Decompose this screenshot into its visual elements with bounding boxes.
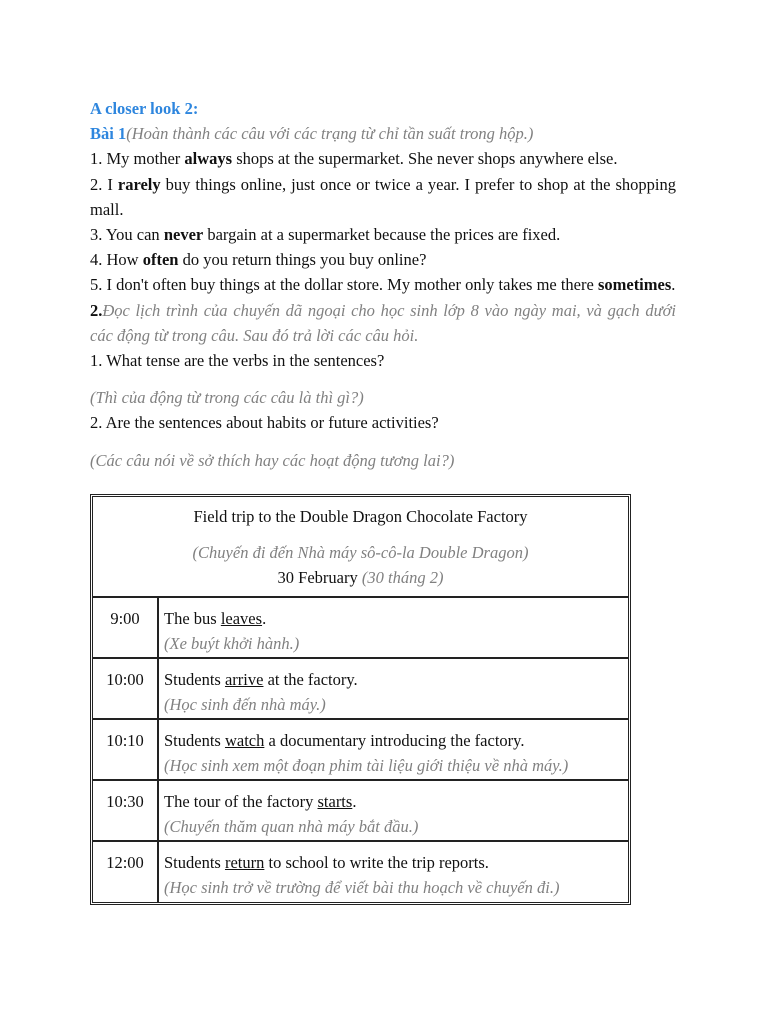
activity-text: . bbox=[352, 792, 357, 811]
time-cell: 10:30 bbox=[93, 781, 159, 840]
underlined-verb: arrive bbox=[224, 670, 264, 689]
adverb: often bbox=[142, 250, 179, 270]
activity-cell bbox=[159, 659, 358, 718]
schedule-date-translation: (30 tháng 2) bbox=[361, 568, 444, 587]
adverb: always bbox=[184, 149, 233, 169]
activity-text: Students bbox=[164, 670, 225, 689]
schedule-header bbox=[93, 497, 628, 598]
exercise-2-instruction: Đọc lịch trình của chuyến dã ngoại cho học sinh lớp 8 vào ngày mai, và gạch dưới các động từ trong câu. Sau đó trả lời các câu hỏi. bbox=[90, 300, 676, 345]
schedule-date-line bbox=[93, 565, 628, 590]
activity-cell bbox=[159, 781, 418, 840]
schedule-title: Field trip to the Double Dragon Chocolate Factory bbox=[193, 507, 528, 526]
exercise-2-label: 2. bbox=[90, 300, 103, 320]
sentence-text: . bbox=[671, 275, 676, 295]
time-cell: 10:10 bbox=[93, 720, 159, 779]
sentence-text: shops at the supermarket. She never shops anywhere else. bbox=[232, 149, 618, 169]
sentence-4 bbox=[90, 247, 676, 272]
exercise-1-header bbox=[90, 121, 676, 146]
schedule-title-translation: (Chuyến đi đến Nhà máy sô-cô-la Double Dragon) bbox=[192, 543, 529, 562]
sentence-text: 5. I don't often buy things at the dollar store. My mother only takes me there bbox=[90, 275, 598, 295]
table-row bbox=[93, 842, 628, 902]
adverb: rarely bbox=[117, 174, 161, 194]
activity-text: The bus bbox=[164, 609, 221, 628]
table-row bbox=[93, 659, 628, 720]
sentence-text: do you return things you buy online? bbox=[178, 250, 427, 270]
activity-translation: (Học sinh xem một đoạn phim tài liệu giới thiệu về nhà máy.) bbox=[164, 756, 569, 775]
activity-translation: (Xe buýt khởi hành.) bbox=[164, 634, 300, 653]
underlined-verb: watch bbox=[224, 731, 265, 750]
question-2: 2. Are the sentences about habits or future activities? bbox=[90, 413, 439, 433]
sentence-text: 3. You can bbox=[90, 225, 164, 245]
adverb: never bbox=[163, 225, 204, 245]
activity-text: . bbox=[262, 609, 267, 628]
activity-text: Students bbox=[164, 731, 225, 750]
sentence-5 bbox=[90, 272, 676, 297]
table-row bbox=[93, 598, 628, 659]
sentence-2 bbox=[90, 172, 676, 222]
activity-text: to school to write the trip reports. bbox=[264, 853, 489, 872]
sentence-text: 2. I bbox=[90, 174, 118, 194]
question-1-translation: (Thì của động từ trong các câu là thì gì?) bbox=[90, 388, 364, 408]
activity-text: The tour of the factory bbox=[164, 792, 318, 811]
schedule-table bbox=[90, 494, 631, 905]
exercise-2-header bbox=[90, 298, 676, 348]
sentence-text: 4. How bbox=[90, 250, 143, 270]
document-body bbox=[90, 96, 676, 473]
question-1: 1. What tense are the verbs in the sentences? bbox=[90, 351, 385, 371]
activity-translation: (Học sinh trở về trường để viết bài thu hoạch về chuyến đi.) bbox=[164, 878, 560, 897]
time-cell: 9:00 bbox=[93, 598, 159, 657]
table-row bbox=[93, 720, 628, 781]
sentence-text: buy things online, just once or twice a year. I prefer to shop at the shopping mall. bbox=[90, 174, 676, 219]
adverb: sometimes bbox=[597, 275, 672, 295]
sentence-text: 1. My mother bbox=[90, 149, 185, 169]
activity-cell bbox=[159, 598, 299, 657]
activity-cell bbox=[159, 720, 568, 779]
activity-translation: (Học sinh đến nhà máy.) bbox=[164, 695, 326, 714]
sentence-1 bbox=[90, 146, 676, 171]
exercise-1-instruction: (Hoàn thành các câu với các trạng từ chỉ tần suất trong hộp.) bbox=[126, 124, 534, 144]
activity-translation: (Chuyến thăm quan nhà máy bắt đầu.) bbox=[164, 817, 419, 836]
time-cell: 12:00 bbox=[93, 842, 159, 902]
question-2-translation: (Các câu nói về sở thích hay các hoạt động tương lai?) bbox=[90, 450, 455, 470]
schedule-date: 30 February bbox=[277, 568, 358, 587]
underlined-verb: return bbox=[224, 853, 265, 872]
sentence-3 bbox=[90, 222, 676, 247]
sentence-text: bargain at a supermarket because the prices are fixed. bbox=[203, 225, 561, 245]
activity-text: Students bbox=[164, 853, 225, 872]
table-row bbox=[93, 781, 628, 842]
exercise-1-label: Bài 1 bbox=[90, 124, 127, 144]
activity-cell bbox=[159, 842, 559, 902]
underlined-verb: starts bbox=[317, 792, 353, 811]
time-cell: 10:00 bbox=[93, 659, 159, 718]
underlined-verb: leaves bbox=[220, 609, 263, 628]
activity-text: at the factory. bbox=[263, 670, 358, 689]
activity-text: a documentary introducing the factory. bbox=[264, 731, 525, 750]
section-heading: A closer look 2: bbox=[90, 99, 199, 118]
